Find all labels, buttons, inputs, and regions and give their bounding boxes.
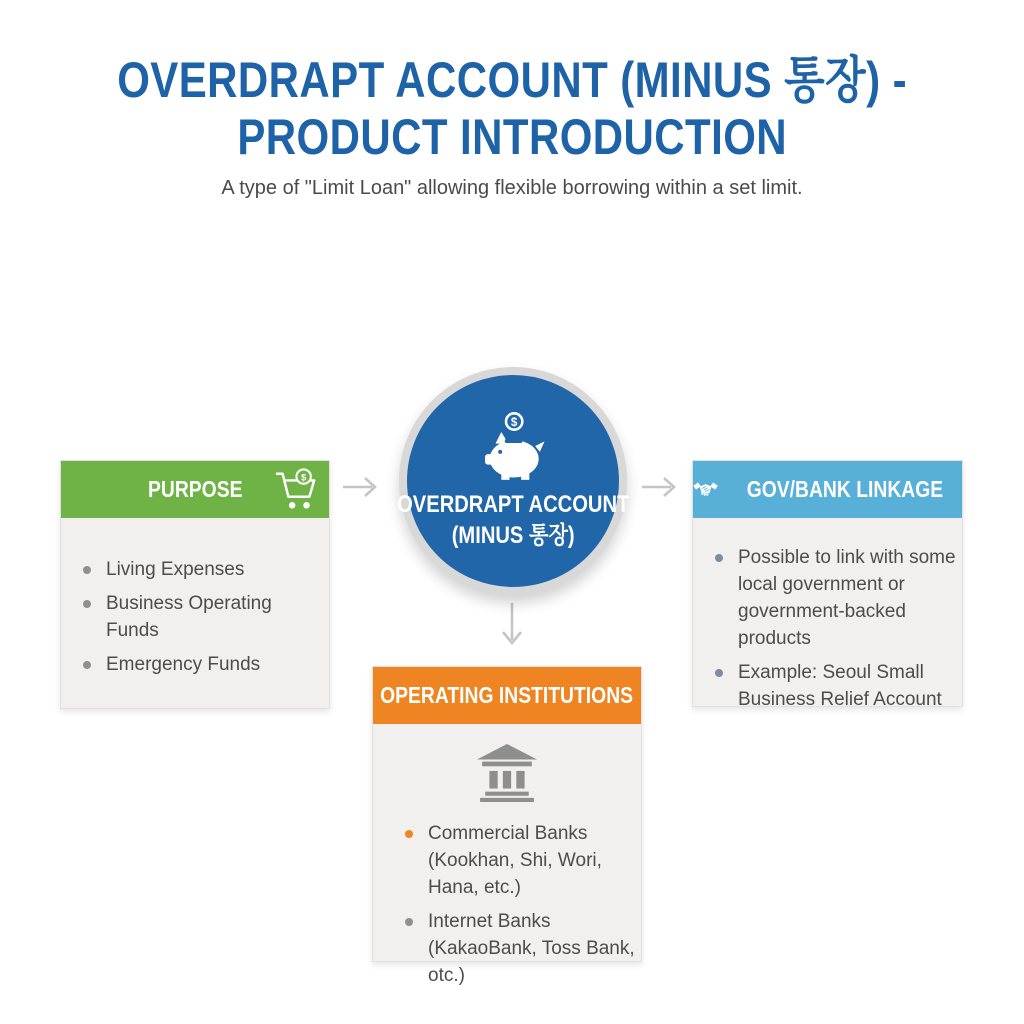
list-item: Internet Banks (KakaoBank, Toss Bank, otc.) — [397, 908, 637, 989]
page-title-line1: OVERDRAPT ACCOUNT (MINUS 통장) - — [117, 52, 907, 108]
svg-text:$: $ — [510, 416, 518, 430]
list-item: Emergency Funds — [75, 651, 321, 678]
operating-institutions-list — [373, 802, 641, 989]
list-item: Possible to link with some local government or government-backed products — [707, 544, 958, 652]
list-item: Example: Seoul Small Business Relief Account — [707, 659, 958, 713]
purpose-panel — [60, 460, 330, 709]
central-node-label-line2: (MINUS 통장) — [451, 522, 575, 549]
list-item: Living Expenses — [75, 556, 321, 583]
purpose-panel-header — [61, 461, 329, 518]
page-subtitle: A type of "Limit Loan" allowing flexible borrowing within a set limit. — [221, 177, 803, 199]
operating-institutions-panel — [372, 666, 642, 986]
handshake-icon — [693, 472, 718, 508]
page-title-line2: PRODUCT INTRODUCTION — [237, 109, 787, 165]
svg-text:$: $ — [300, 472, 307, 484]
operating-institutions-panel-title: OPERATING INSTITUTIONS — [380, 682, 634, 708]
gov-bank-linkage-list — [693, 518, 962, 713]
operating-institutions-panel-header — [373, 667, 641, 724]
purpose-list — [61, 518, 329, 678]
piggy-bank-icon — [476, 411, 550, 481]
page-title — [0, 52, 1024, 166]
arrow-down-icon — [499, 602, 525, 648]
list-item: Commercial Banks (Kookhan, Shi, Wori, Hana, etc.) — [397, 820, 637, 901]
purpose-panel-title: PURPOSE — [147, 476, 243, 502]
central-node-overdraft-account — [396, 367, 630, 595]
gov-bank-linkage-panel-title: GOV/BANK LINKAGE — [746, 476, 944, 502]
bank-icon — [473, 744, 541, 802]
gov-bank-linkage-panel-header — [693, 461, 962, 518]
central-node-label-line1: OVERDRAPT ACCOUNT — [396, 491, 630, 518]
list-item: Business Operating Funds — [75, 590, 321, 644]
shopping-cart-icon — [273, 468, 319, 512]
gov-bank-linkage-panel — [692, 460, 963, 710]
